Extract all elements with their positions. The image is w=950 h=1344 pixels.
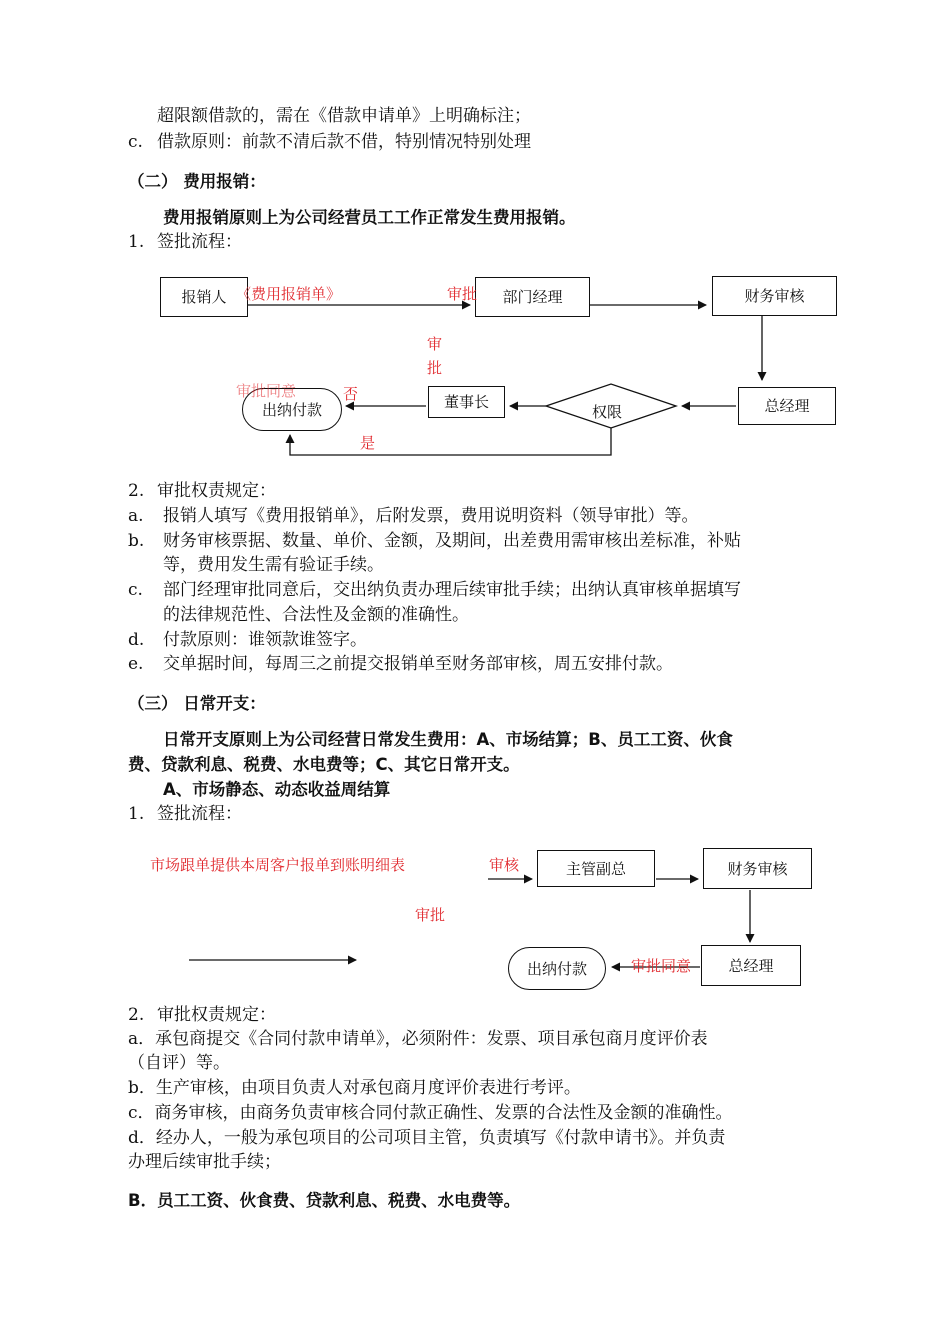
rule-line: 等，费用发生需有验证手续。 bbox=[163, 555, 384, 575]
node-applicant: 报销人 bbox=[160, 277, 248, 317]
list-marker: 1. bbox=[128, 804, 145, 824]
node-finance-review: 财务审核 bbox=[703, 848, 812, 889]
node-cashier: 出纳付款 bbox=[242, 388, 342, 431]
list-marker: 2. bbox=[128, 481, 145, 501]
label-source: 市场跟单提供本周客户报单到账明细表 bbox=[150, 856, 406, 874]
rules-title: 审批权责规定： bbox=[157, 481, 276, 501]
list-marker: b. bbox=[128, 531, 145, 551]
section-heading: （三） 日常开支： bbox=[128, 694, 266, 713]
label-approved-agree: 审批同意 bbox=[631, 957, 692, 975]
rule-line: c．商务审核，由商务负责审核合同付款正确性、发票的合法性及金额的准确性。 bbox=[128, 1103, 733, 1123]
rule-line: 的法律规范性、合法性及金额的准确性。 bbox=[163, 605, 469, 625]
rule-line: 交单据时间，每周三之前提交报销单至财务部审核，周五安排付款。 bbox=[163, 654, 673, 674]
rule-line: 付款原则：谁领款谁签字。 bbox=[163, 630, 367, 650]
node-dept-manager: 部门经理 bbox=[475, 277, 590, 317]
section-principle: 费用报销原则上为公司经营员工工作正常发生费用报销。 bbox=[163, 208, 576, 227]
node-general-manager: 总经理 bbox=[738, 387, 836, 425]
rule-line: 报销人填写《费用报销单》，后附发票，费用说明资料（领导审批）等。 bbox=[163, 506, 699, 526]
rule-line: 部门经理审批同意后，交出纳负责办理后续审批手续；出纳认真审核单据填写 bbox=[163, 580, 741, 600]
flow-title: 签批流程： bbox=[157, 232, 242, 252]
label-yes: 是 bbox=[360, 434, 376, 452]
rule-line: （自评）等。 bbox=[128, 1053, 230, 1073]
list-marker: a. bbox=[128, 506, 144, 526]
node-supervisor: 主管副总 bbox=[537, 850, 655, 887]
section-principle: 日常开支原则上为公司经营日常发生费用：A、市场结算；B、员工工资、伙食 bbox=[163, 730, 733, 749]
label-approve-vertical: 批 bbox=[427, 359, 443, 377]
label-review: 审核 bbox=[489, 856, 520, 874]
section-principle: 费、贷款利息、税费、水电费等；C、其它日常开支。 bbox=[128, 755, 520, 774]
intro-line: 超限额借款的，需在《借款申请单》上明确标注； bbox=[157, 106, 531, 126]
rules-title: 审批权责规定： bbox=[157, 1005, 276, 1025]
list-marker: c. bbox=[128, 580, 143, 600]
node-chairman: 董事长 bbox=[428, 386, 505, 418]
label-expense-form: 《费用报销单》 bbox=[236, 285, 342, 303]
section-heading: （二） 费用报销： bbox=[128, 172, 266, 191]
list-marker: c. bbox=[128, 132, 143, 152]
list-marker: 1. bbox=[128, 232, 145, 252]
intro-rule-c: 借款原则：前款不清后款不借，特别情况特别处理 bbox=[157, 132, 531, 152]
subsection-heading: B．员工工资、伙食费、贷款利息、税费、水电费等。 bbox=[128, 1191, 521, 1210]
rule-line: 办理后续审批手续； bbox=[128, 1152, 281, 1172]
rule-line: a．承包商提交《合同付款申请单》，必须附件：发票、项目承包商月度评价表 bbox=[128, 1029, 708, 1049]
node-authority: 权限 bbox=[592, 403, 623, 421]
rule-line: b．生产审核，由项目负责人对承包商月度评价表进行考评。 bbox=[128, 1078, 581, 1098]
label-approve: 审批 bbox=[447, 285, 478, 303]
flow-title: 签批流程： bbox=[157, 804, 242, 824]
list-marker: d. bbox=[128, 630, 145, 650]
label-approve-vertical: 审 bbox=[427, 335, 443, 353]
node-cashier: 出纳付款 bbox=[508, 947, 606, 990]
node-general-manager: 总经理 bbox=[701, 945, 801, 986]
list-marker: e. bbox=[128, 654, 144, 674]
rule-line: d．经办人，一般为承包项目的公司项目主管，负责填写《付款申请书》。并负责 bbox=[128, 1128, 726, 1148]
node-finance-review: 财务审核 bbox=[712, 276, 837, 316]
label-no: 否 bbox=[343, 385, 359, 403]
rule-line: 财务审核票据、数量、单价、金额，及期间，出差费用需审核出差标准，补贴 bbox=[163, 531, 741, 551]
subsection-heading: A、市场静态、动态收益周结算 bbox=[163, 780, 391, 799]
label-approved-agree: 审批同意 bbox=[236, 382, 297, 400]
list-marker: 2. bbox=[128, 1005, 145, 1025]
label-approve: 审批 bbox=[415, 906, 446, 924]
